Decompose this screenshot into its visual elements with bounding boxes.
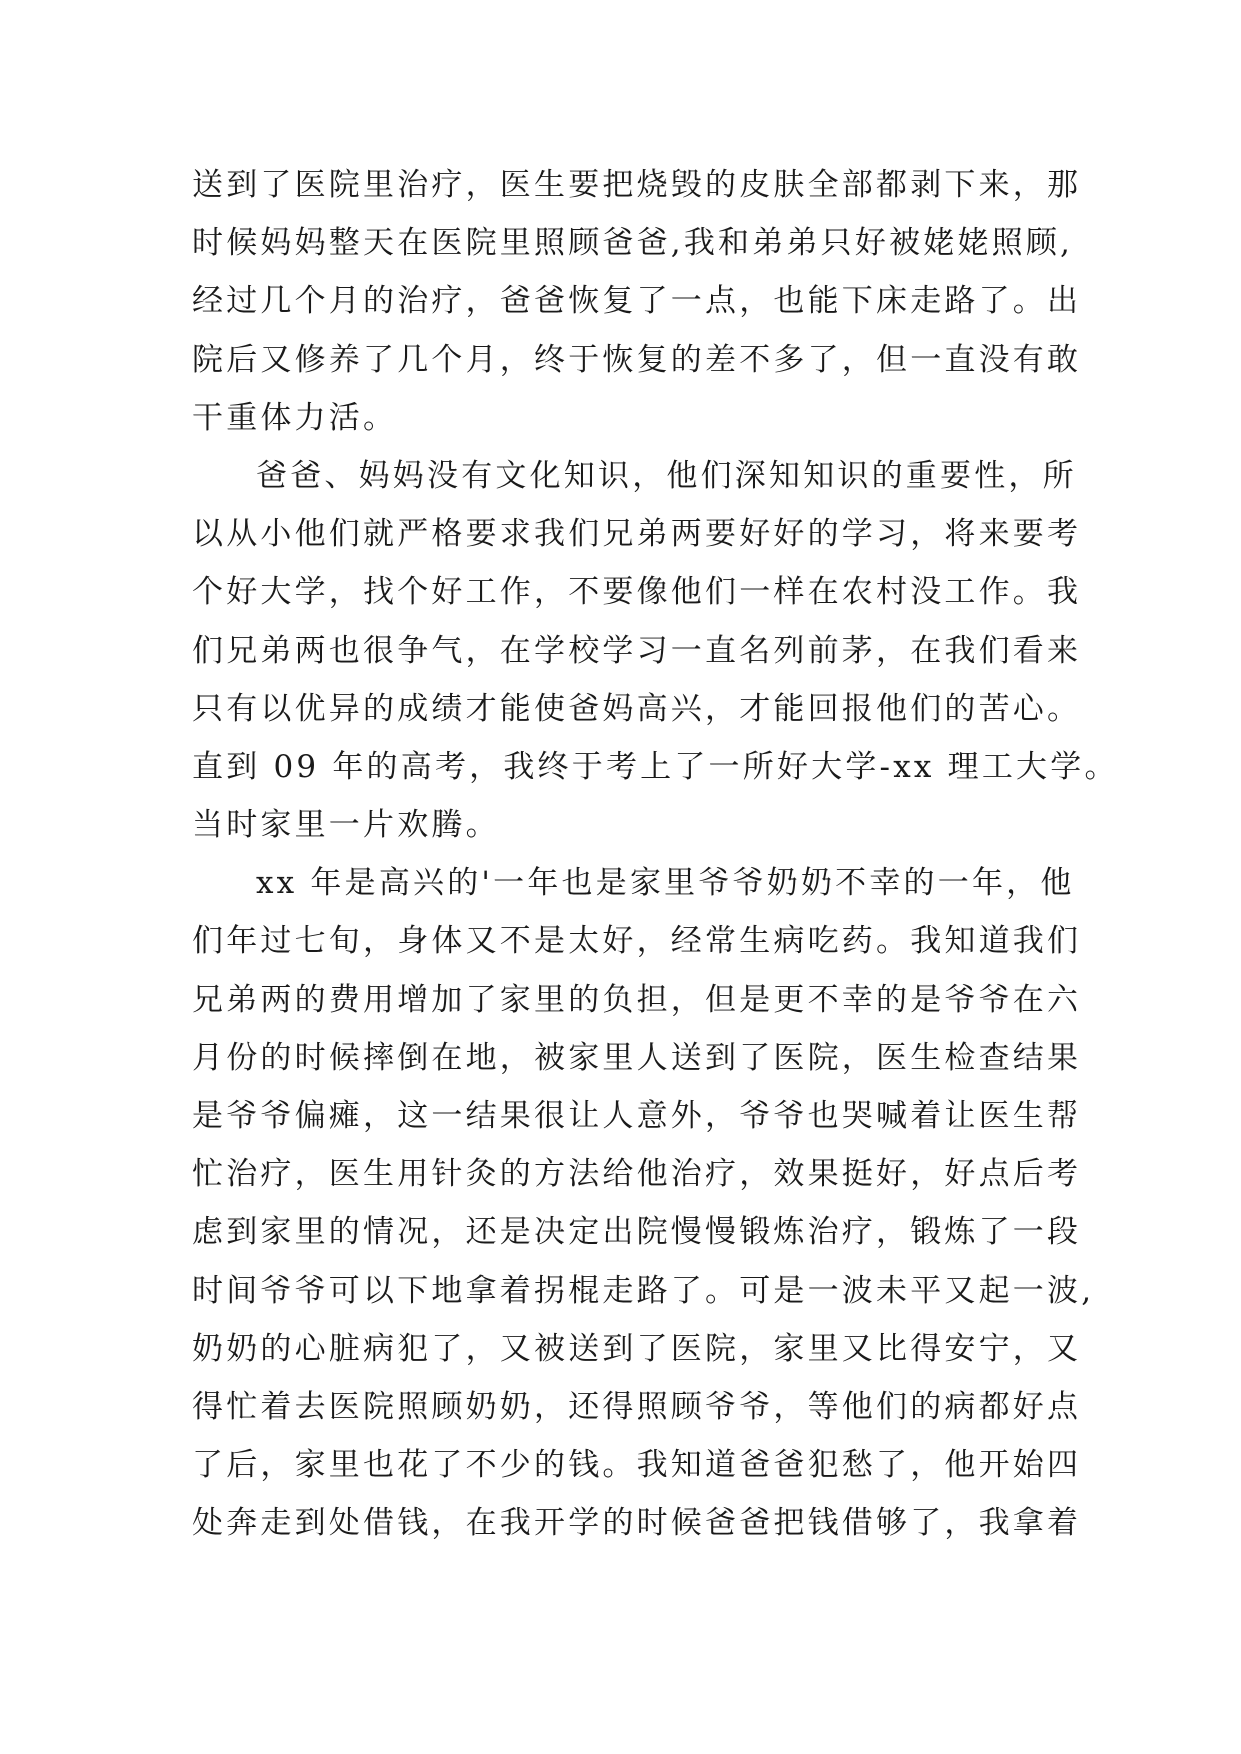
text-line: 虑到家里的情况，还是决定出院慢慢锻炼治疗，锻炼了一段 — [192, 1214, 1082, 1251]
paragraph-first-line: 爸爸、妈妈没有文化知识，他们深知知识的重要性，所 — [256, 457, 1077, 494]
text-line: 得忙着去医院照顾奶奶，还得照顾爷爷，等他们的病都好点 — [192, 1388, 1082, 1425]
text-line: 们兄弟两也很争气，在学校学习一直名列前茅，在我们看来 — [192, 632, 1082, 669]
text-line: 们年过七旬，身体又不是太好，经常生病吃药。我知道我们 — [192, 923, 1082, 960]
text-line: 只有以优异的成绩才能使爸妈高兴，才能回报他们的苦心。 — [192, 690, 1082, 727]
text-line: 时间爷爷可以下地拿着拐棍走路了。可是一波未平又起一波, — [192, 1272, 1095, 1309]
text-line: 直到 09 年的高考，我终于考上了一所好大学-xx 理工大学。 — [192, 748, 1119, 785]
text-line: 忙治疗，医生用针灸的方法给他治疗，效果挺好，好点后考 — [192, 1156, 1082, 1193]
document-body-text — [192, 156, 1192, 1553]
text-line: 当时家里一片欢腾。 — [192, 807, 500, 844]
text-line: 兄弟两的费用增加了家里的负担，但是更不幸的是爷爷在六 — [192, 981, 1082, 1018]
text-line: 送到了医院里治疗，医生要把烧毁的皮肤全部都剥下来，那 — [192, 167, 1082, 203]
text-line: 奶奶的心脏病犯了，又被送到了医院，家里又比得安宁，又 — [192, 1330, 1082, 1367]
text-line: 是爷爷偏瘫，这一结果很让人意外，爷爷也哭喊着让医生帮 — [192, 1098, 1082, 1134]
text-line: 时候妈妈整天在医院里照顾爸爸,我和弟弟只好被姥姥照顾, — [192, 225, 1074, 262]
text-line: 了后，家里也花了不少的钱。我知道爸爸犯愁了，他开始四 — [192, 1447, 1082, 1484]
paragraph-first-line: xx 年是高兴的'一年也是家里爷爷奶奶不幸的一年，他 — [256, 865, 1075, 902]
text-line: 月份的时候摔倒在地，被家里人送到了医院，医生检查结果 — [192, 1039, 1082, 1076]
text-line: 干重体力活。 — [192, 399, 398, 436]
text-line: 院后又修养了几个月，终于恢复的差不多了，但一直没有敢 — [192, 341, 1082, 378]
text-line: 个好大学，找个好工作，不要像他们一样在农村没工作。我 — [192, 574, 1082, 611]
text-line: 处奔走到处借钱，在我开学的时候爸爸把钱借够了，我拿着 — [192, 1505, 1082, 1542]
text-line: 经过几个月的治疗，爸爸恢复了一点，也能下床走路了。出 — [192, 283, 1082, 320]
text-line: 以从小他们就严格要求我们兄弟两要好好的学习，将来要考 — [192, 516, 1082, 553]
